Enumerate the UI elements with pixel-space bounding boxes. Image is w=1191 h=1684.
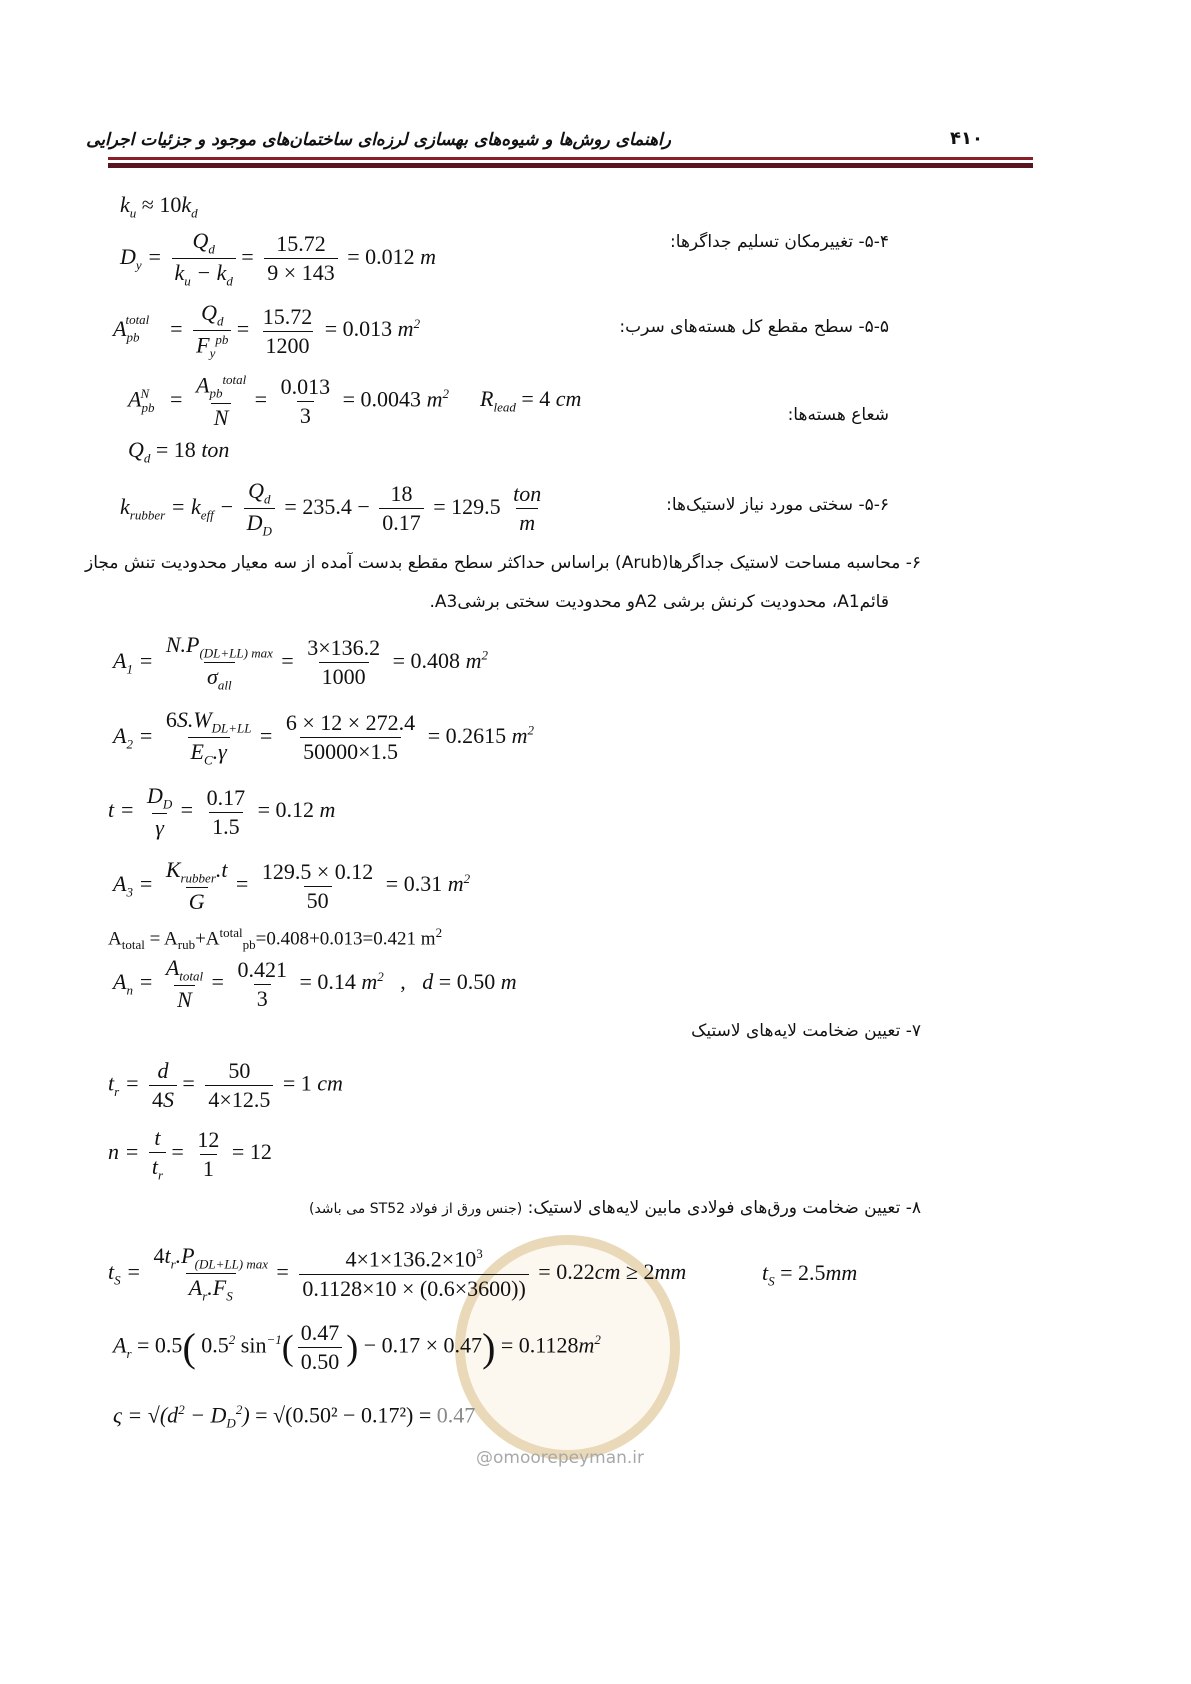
section-5-4-label: ۵-۴- تغییرمکان تسلیم جداگرها: xyxy=(670,232,889,252)
eq-qd: $Q_d = 18$ ton xyxy=(128,437,230,466)
page-number: ۴۱۰ xyxy=(950,128,983,149)
ts-value: = 0.22 xyxy=(538,1258,595,1284)
n-numerator: 12 xyxy=(197,1126,220,1152)
krub-unit-den: m xyxy=(516,508,538,536)
dy-value: = 0.012 xyxy=(347,243,415,269)
core-radius-label: شعاع هسته‌ها: xyxy=(787,405,889,425)
rlead-unit: cm xyxy=(555,386,582,411)
zeta-mid: = √(0.50² − 0.17²) = xyxy=(255,1402,432,1428)
apb-denominator: 1200 xyxy=(263,331,313,359)
a2-denominator: 50000×1.5 xyxy=(300,737,401,765)
ar-frac-den: 0.50 xyxy=(298,1347,343,1375)
a1-unit: m xyxy=(465,647,482,673)
t-value: = 0.12 xyxy=(257,797,315,823)
eq-rlead: $R_{lead} = 4$ cm xyxy=(480,386,582,415)
a3-value: = 0.31 xyxy=(385,871,443,897)
tr-unit: cm xyxy=(317,1070,343,1096)
section-8-note: (جنس ورق از فولاد ST52 می باشد) xyxy=(308,1201,523,1217)
eq-dy: $D_y$ = $\frac{Q_d}{k_u - k_d}$ = $\frac{15.72}{9 \times 143}$ = 0.012 m xyxy=(120,228,437,289)
a3-unit: m xyxy=(447,871,464,897)
a2-value: = 0.2615 xyxy=(427,722,507,748)
header-rule-thin xyxy=(108,157,1033,160)
eq-ts-final: $t_S = 2.5mm$ xyxy=(762,1260,858,1289)
ar-frac-num: 0.47 xyxy=(300,1320,340,1345)
eq-tr: $t_r$ = $\frac{d}{4S}$ = $\frac{50}{4\times 12.5}$ = 1 cm xyxy=(108,1058,343,1112)
rlead-value: = 4 xyxy=(521,386,551,411)
watermark-site: @omoorepeyman.ir xyxy=(476,1448,645,1468)
eq-atotal: $A_{total} = A_{rub}+A^{total}_{pb}=0.408+0.013=0.421$ $m^2$ xyxy=(108,925,443,953)
a2-unit: m xyxy=(511,722,528,748)
tr-denominator: 4×12.5 xyxy=(205,1085,273,1113)
eq-zeta: $\varsigma = √(d^2 - D_D^2) = √(0.50^2 - 0.17^2) = 0.47$ xyxy=(113,1402,476,1431)
a1-value: = 0.408 xyxy=(392,647,461,673)
section-8-title: ۸- تعیین ضخامت ورق‌های فولادی مابین لایه‌های لاستیک: xyxy=(527,1198,921,1218)
eq-ts: $t_S$ = $\frac{4t_r.P_{(DL+LL) max}}{A_r.F_S}$ = $\frac{4\times 1\times 136.2\times 10^3}{0.1128\times 10 \times (0.6\times 3600))}$ = 0.22cm ≥ 2mm xyxy=(108,1243,687,1304)
eq-an: $A_n$ = $\frac{A_{total}}{N}$ = $\frac{0.421}{3}$ = 0.14 $m^2$ , d = 0.50 m xyxy=(113,955,517,1013)
n-denominator: 1 xyxy=(200,1154,217,1182)
apbn-value: = 0.0043 xyxy=(342,386,422,412)
eq-apb-total: $A_{pb}^{total}$ = $\frac{Q_d}{F_y^{pb}}$ = $\frac{15.72}{1200}$ = 0.013 $m^2$ xyxy=(113,300,421,362)
an-denominator: 3 xyxy=(254,984,271,1012)
t-numerator: 0.17 xyxy=(206,784,246,810)
ts-compare: ≥ 2 xyxy=(625,1258,655,1284)
ar-value: = 0.1128 xyxy=(500,1332,579,1358)
apb-total-value: = 0.013 xyxy=(324,316,393,342)
ts-final-value: = 2.5 xyxy=(780,1260,826,1285)
d-unit: m xyxy=(500,969,517,995)
section-5-5-label: ۵-۵- سطح مقطع کل هسته‌های سرب: xyxy=(619,317,889,337)
section-7-label: ۷- تعیین ضخامت لایه‌های لاستیک xyxy=(691,1021,921,1041)
n-value: = 12 xyxy=(231,1139,272,1165)
apbn-denominator: 3 xyxy=(297,401,314,429)
eq-krubber: $k_{rubber} = k_{eff}$ − $\frac{Q_d}{D_D}$ = 235.4 − $\frac{18}{0.17}$ = 129.5 $\frac{\text{ton}}{m}$ xyxy=(120,478,548,540)
section-6-line-1: ۶- محاسبه مساحت لاستیک جداگرها(Arub) براساس حداکثر سطح مقطع بدست آمده از سه معیار محدودیت تنش مجاز xyxy=(85,553,921,573)
a2-numerator: 6 × 12 × 272.4 xyxy=(285,710,416,736)
a3-denominator: 50 xyxy=(304,886,332,914)
apbn-unit: m xyxy=(426,386,443,412)
qd-unit: ton xyxy=(201,437,230,462)
t-unit: m xyxy=(319,797,336,823)
krubber-value: = 129.5 xyxy=(433,493,501,519)
eq-t: t = $\frac{D_D}{\gamma}$ = $\frac{0.17}{1.5}$ = 0.12 m xyxy=(108,783,336,841)
eq-ar: $A_r = 0.5$( $0.5^2$ $\sin^{-1}$( $\frac{0.47}{0.50}$ ) − $0.17 \times 0.47) = 0.1128m^2$ xyxy=(113,1320,601,1374)
ts-numerator: 4×1×136.2×10 xyxy=(345,1246,477,1272)
section-6-line-2: قائمA1، محدودیت کرنش برشی A2و محدودیت سختی برشیA3. xyxy=(429,592,889,612)
krub-unit-num: ton xyxy=(513,481,542,507)
eq-a1: $A_1$ = $\frac{N.P_{(DL+LL) max}}{\sigma_{all}}$ = $\frac{3\times 136.2}{1000}$ = 0.408 $m^2$ xyxy=(113,632,488,693)
d-value: = 0.50 xyxy=(438,969,496,995)
an-numerator: 0.421 xyxy=(237,956,287,982)
ts-denominator: 0.1128×10 × (0.6×3600)) xyxy=(299,1274,528,1302)
a3-numerator: 129.5 × 0.12 xyxy=(261,858,374,884)
section-5-6-label: ۵-۶- سختی مورد نیاز لاستیک‌ها: xyxy=(666,495,889,515)
a1-denominator: 1000 xyxy=(319,662,369,690)
keff-value: = 235.4 − xyxy=(284,493,370,519)
an-value: = 0.14 xyxy=(299,969,356,995)
eq-n: n = $\frac{t}{t_r}$ = $\frac{12}{1}$ = 12 xyxy=(108,1125,272,1183)
apb-numerator: 15.72 xyxy=(262,303,313,329)
section-8-label xyxy=(309,1198,921,1218)
dy-denominator: 9 × 143 xyxy=(264,258,337,286)
krub-numerator: 18 xyxy=(390,481,413,507)
atotal-value: =0.408+0.013=0.421 m xyxy=(255,928,436,950)
eq-apb-n: $A_{pb}^N$ = $\frac{A_{pb}^{total}}{N}$ = $\frac{0.013}{3}$ = 0.0043 $m^2$ xyxy=(128,372,449,430)
apbn-numerator: 0.013 xyxy=(280,373,331,399)
dy-unit: m xyxy=(420,243,437,269)
eq-a3: $A_3$ = $\frac{K_{rubber}.t}{G}$ = $\frac{129.5 \times 0.12}{50}$ = 0.31 $m^2$ xyxy=(113,857,471,915)
ar-lead: = 0.5 xyxy=(137,1332,183,1358)
ar-fn: sin xyxy=(240,1332,267,1358)
krub-denominator: 0.17 xyxy=(379,508,424,536)
t-denominator: 1.5 xyxy=(209,812,243,840)
zeta-value: 0.47 xyxy=(436,1402,476,1428)
running-header-title: راهنمای روش‌ها و شیوه‌های بهسازی لرزه‌ای ساختمان‌های موجود و جزئیات اجرایی xyxy=(86,130,671,150)
tr-numerator: 50 xyxy=(228,1058,251,1083)
an-unit: m xyxy=(361,969,378,995)
eq-a2: $A_2$ = $\frac{6S.W_{DL+LL}}{E_C.\gamma}$ = $\frac{6 \times 12 \times 272.4}{50000\times 1.5}$ = 0.2615 $m^2$ xyxy=(113,707,534,768)
a1-numerator: 3×136.2 xyxy=(307,635,381,661)
header-rule-thick xyxy=(108,163,1033,168)
apb-unit: m xyxy=(397,316,414,342)
qd-value: = 18 xyxy=(155,437,196,462)
eq-ku: $k_u \approx 10k_d$ xyxy=(120,192,198,221)
ar-mid: 0.5 xyxy=(201,1332,229,1358)
tr-value: = 1 xyxy=(282,1070,312,1096)
ar-tail: − 0.17 × 0.47 xyxy=(363,1332,483,1358)
dy-numerator: 15.72 xyxy=(276,231,326,257)
ku-relation: ≈ 10 xyxy=(141,192,182,217)
